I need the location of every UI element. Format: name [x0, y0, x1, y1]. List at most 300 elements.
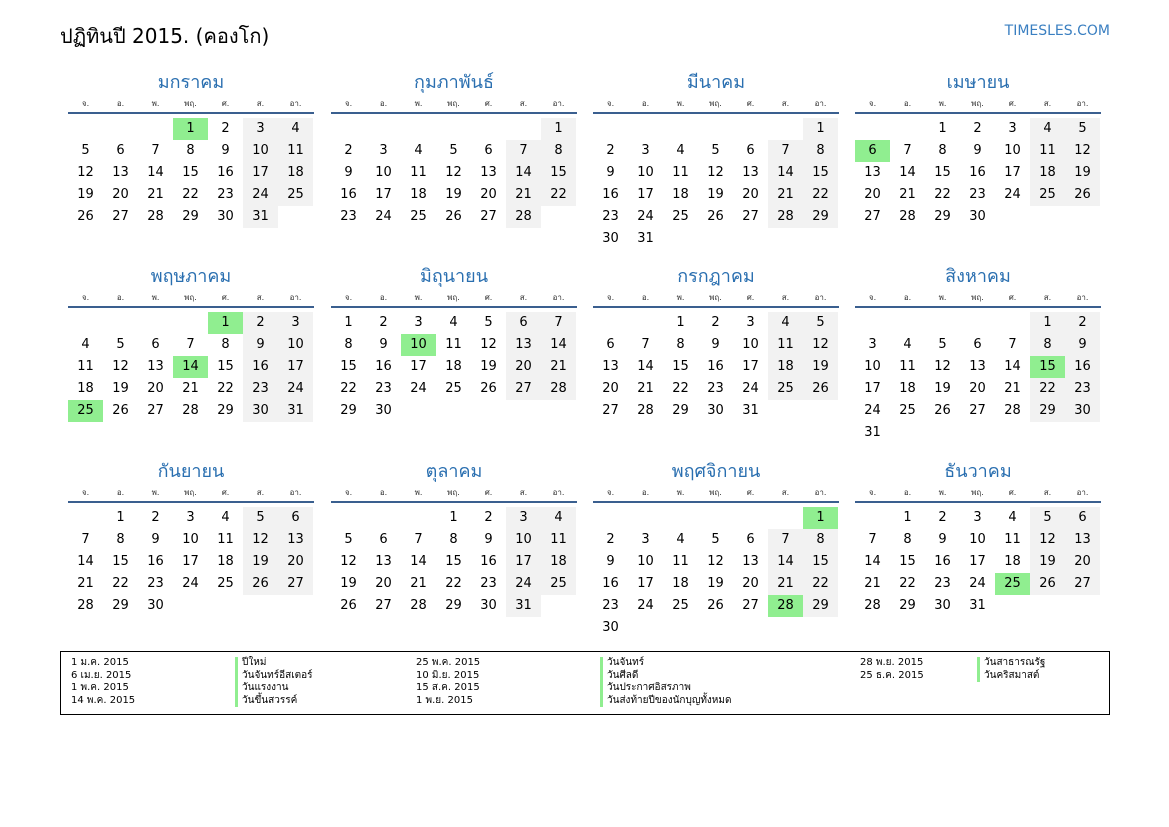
day-cell: 26	[803, 378, 838, 400]
weekday-header	[331, 96, 577, 114]
day-cell: 13	[112, 165, 129, 180]
day-cell: 11	[899, 359, 916, 374]
day-empty	[733, 118, 768, 140]
day-cell: 20	[375, 576, 392, 591]
day-cell: 27	[480, 209, 497, 224]
day-empty	[138, 118, 173, 140]
day-cell: 25	[410, 209, 427, 224]
day-empty	[401, 507, 436, 529]
day-cell: 29	[445, 598, 462, 613]
day-cell: 22	[803, 573, 838, 595]
day-cell: 24	[637, 598, 654, 613]
month-name: ตุลาคม	[425, 461, 483, 482]
page-title: ปฏิทินปี 2015. (คองโก)	[60, 24, 270, 48]
day-cell: 21	[864, 576, 881, 591]
day-cell: 13	[375, 554, 392, 569]
weekday-label: พฤ.	[184, 99, 197, 108]
day-cell: 20	[506, 356, 541, 378]
legend-holiday-name: วันสาธารณรัฐ	[977, 657, 1045, 670]
day-cell: 27	[112, 209, 129, 224]
day-cell: 12	[707, 554, 724, 569]
day-cell: 30	[602, 231, 619, 246]
day-cell: 13	[147, 359, 164, 374]
weekday-label: พ.	[938, 488, 947, 497]
day-cell: 17	[410, 359, 427, 374]
day-cell: 12	[112, 359, 129, 374]
day-cell: 4	[278, 118, 313, 140]
day-cell: 5	[711, 532, 720, 547]
day-cell: 29	[672, 403, 689, 418]
weekday-label: อ.	[116, 293, 125, 302]
day-cell: 1	[938, 121, 947, 136]
weekday-label: พ.	[676, 488, 685, 497]
day-cell: 26	[707, 598, 724, 613]
day-cell: 14	[77, 554, 94, 569]
legend-holiday-name: วันคริสมาสต์	[977, 670, 1045, 683]
day-grid	[593, 312, 839, 422]
day-cell: 3	[243, 118, 278, 140]
weekday-label: อา.	[552, 99, 565, 108]
day-cell: 14	[864, 554, 881, 569]
day-cell: 9	[484, 532, 493, 547]
weekday-header	[331, 290, 577, 308]
month-block	[68, 459, 314, 617]
weekday-label: จ.	[81, 488, 90, 497]
day-cell: 13	[864, 165, 881, 180]
day-cell: 17	[506, 551, 541, 573]
month-block	[68, 264, 314, 422]
day-cell: 29	[803, 206, 838, 228]
day-cell: 14	[1004, 359, 1021, 374]
day-cell: 5	[484, 315, 493, 330]
day-cell: 17	[278, 356, 313, 378]
weekday-label: อ.	[379, 488, 388, 497]
day-cell: 1	[903, 510, 912, 525]
weekday-label: ศ.	[1008, 99, 1017, 108]
day-cell: 9	[1065, 334, 1100, 356]
day-cell: 18	[278, 162, 313, 184]
day-cell: 24	[506, 573, 541, 595]
day-cell: 8	[186, 143, 195, 158]
day-cell: 3	[1008, 121, 1017, 136]
day-empty	[995, 312, 1030, 334]
weekday-label: อ.	[641, 488, 650, 497]
weekday-label: พ.	[414, 488, 423, 497]
day-cell: 27	[864, 209, 881, 224]
day-cell: 5	[803, 312, 838, 334]
day-cell: 19	[707, 576, 724, 591]
weekday-label: ส.	[1043, 488, 1052, 497]
day-cell: 26	[77, 209, 94, 224]
day-cell: 6	[1065, 507, 1100, 529]
day-cell: 6	[278, 507, 313, 529]
day-cell: 5	[81, 143, 90, 158]
day-cell: 5	[938, 337, 947, 352]
day-cell: 8	[221, 337, 230, 352]
day-cell: 30	[602, 620, 619, 635]
day-cell: 23	[602, 209, 619, 224]
day-cell: 25	[217, 576, 234, 591]
weekday-label: ศ.	[484, 488, 493, 497]
legend-date: 15 ส.ค. 2015	[416, 682, 480, 693]
day-cell: 26	[934, 403, 951, 418]
weekday-label: อ.	[641, 99, 650, 108]
day-cell: 29	[182, 209, 199, 224]
day-cell: 4	[221, 510, 230, 525]
day-cell: 15	[541, 162, 576, 184]
day-empty	[628, 312, 663, 334]
day-empty	[628, 118, 663, 140]
day-cell: 8	[938, 143, 947, 158]
day-cell: 9	[221, 143, 230, 158]
day-cell: 23	[969, 187, 986, 202]
weekday-label: อ.	[116, 488, 125, 497]
day-cell: 17	[637, 576, 654, 591]
day-cell: 30	[243, 400, 278, 422]
day-cell: 23	[217, 187, 234, 202]
month-name: สิงหาคม	[945, 266, 1011, 287]
weekday-label: ส.	[256, 293, 265, 302]
day-cell: 31	[637, 231, 654, 246]
day-cell: 22	[112, 576, 129, 591]
day-cell: 8	[676, 337, 685, 352]
month-block	[593, 264, 839, 422]
day-cell: 10	[742, 337, 759, 352]
day-cell: 2	[1065, 312, 1100, 334]
day-cell: 25	[672, 209, 689, 224]
day-empty	[628, 507, 663, 529]
weekday-label: พ.	[151, 488, 160, 497]
weekday-label: ศ.	[221, 293, 230, 302]
day-cell: 4	[676, 532, 685, 547]
legend-date: 1 พ.ค. 2015	[71, 682, 129, 693]
day-cell: 30	[1065, 400, 1100, 422]
weekday-header	[855, 290, 1101, 308]
day-cell: 16	[480, 554, 497, 569]
day-cell: 12	[77, 165, 94, 180]
day-cell: 29	[803, 595, 838, 617]
day-cell: 12	[243, 529, 278, 551]
day-cell: 16	[602, 576, 619, 591]
day-cell: 28	[637, 403, 654, 418]
day-cell: 27	[602, 403, 619, 418]
weekday-label: พ.	[676, 293, 685, 302]
day-cell: 12	[445, 165, 462, 180]
day-cell: 19	[77, 187, 94, 202]
day-cell: 21	[1004, 381, 1021, 396]
day-cell: 14	[899, 165, 916, 180]
day-cell: 1	[803, 118, 838, 140]
month-name: กรกฎาคม	[677, 266, 755, 287]
day-cell: 17	[864, 381, 881, 396]
month-block	[331, 459, 577, 617]
day-cell: 7	[903, 143, 912, 158]
day-cell: 4	[676, 143, 685, 158]
day-empty	[593, 118, 628, 140]
day-empty	[436, 118, 471, 140]
day-cell: 20	[112, 187, 129, 202]
day-cell: 8	[903, 532, 912, 547]
weekday-label: ส.	[519, 488, 528, 497]
day-cell: 26	[707, 209, 724, 224]
day-grid	[68, 507, 314, 617]
holiday-day-cell: 15	[1030, 356, 1065, 378]
day-cell: 21	[768, 573, 803, 595]
day-cell: 6	[973, 337, 982, 352]
weekday-header	[593, 485, 839, 503]
day-grid	[593, 507, 839, 639]
day-cell: 26	[1030, 573, 1065, 595]
day-cell: 16	[707, 359, 724, 374]
day-cell: 10	[243, 140, 278, 162]
day-cell: 5	[1030, 507, 1065, 529]
day-cell: 3	[641, 532, 650, 547]
day-cell: 11	[445, 337, 462, 352]
day-cell: 20	[278, 551, 313, 573]
day-cell: 19	[480, 359, 497, 374]
day-cell: 12	[480, 337, 497, 352]
day-cell: 20	[742, 187, 759, 202]
day-empty	[68, 118, 103, 140]
day-cell: 3	[973, 510, 982, 525]
weekday-label: พ.	[151, 99, 160, 108]
day-empty	[960, 312, 995, 334]
day-cell: 15	[217, 359, 234, 374]
day-cell: 20	[864, 187, 881, 202]
day-cell: 22	[803, 184, 838, 206]
day-cell: 16	[147, 554, 164, 569]
holiday-day-cell: 25	[68, 400, 103, 422]
day-cell: 13	[480, 165, 497, 180]
day-cell: 26	[480, 381, 497, 396]
day-cell: 20	[602, 381, 619, 396]
day-cell: 7	[868, 532, 877, 547]
day-cell: 24	[182, 576, 199, 591]
day-cell: 25	[541, 573, 576, 595]
day-cell: 17	[1004, 165, 1021, 180]
day-cell: 6	[746, 143, 755, 158]
weekday-header	[68, 96, 314, 114]
day-cell: 18	[672, 187, 689, 202]
day-cell: 20	[480, 187, 497, 202]
day-cell: 8	[803, 140, 838, 162]
day-grid	[331, 118, 577, 228]
day-cell: 18	[899, 381, 916, 396]
day-cell: 12	[707, 165, 724, 180]
day-cell: 24	[969, 576, 986, 591]
day-cell: 24	[375, 209, 392, 224]
day-cell: 18	[672, 576, 689, 591]
day-cell: 19	[112, 381, 129, 396]
day-cell: 17	[375, 187, 392, 202]
day-cell: 17	[243, 162, 278, 184]
day-cell: 9	[938, 532, 947, 547]
weekday-label: พฤ.	[447, 99, 460, 108]
day-cell: 28	[864, 598, 881, 613]
day-cell: 19	[445, 187, 462, 202]
month-name: พฤศจิกายน	[671, 461, 761, 482]
day-cell: 10	[969, 532, 986, 547]
legend-holiday-name: ปีใหม่	[235, 657, 313, 670]
day-cell: 31	[278, 400, 313, 422]
holiday-day-cell: 28	[768, 595, 803, 617]
day-cell: 5	[1065, 118, 1100, 140]
day-cell: 20	[742, 576, 759, 591]
weekday-label: พ.	[414, 99, 423, 108]
day-cell: 15	[934, 165, 951, 180]
day-cell: 23	[707, 381, 724, 396]
day-cell: 22	[445, 576, 462, 591]
day-cell: 29	[934, 209, 951, 224]
weekday-header	[855, 485, 1101, 503]
day-cell: 7	[81, 532, 90, 547]
day-cell: 28	[77, 598, 94, 613]
day-cell: 11	[672, 165, 689, 180]
day-cell: 1	[676, 315, 685, 330]
day-cell: 3	[746, 315, 755, 330]
weekday-label: ศ.	[1008, 293, 1017, 302]
day-cell: 2	[484, 510, 493, 525]
legend-date-column	[860, 657, 924, 682]
holiday-day-cell: 1	[173, 118, 208, 140]
weekday-label: ส.	[256, 488, 265, 497]
weekday-label: พฤ.	[447, 488, 460, 497]
day-cell: 23	[934, 576, 951, 591]
day-cell: 11	[541, 529, 576, 551]
day-cell: 16	[602, 187, 619, 202]
day-cell: 9	[243, 334, 278, 356]
day-cell: 9	[711, 337, 720, 352]
day-cell: 29	[340, 403, 357, 418]
day-cell: 15	[182, 165, 199, 180]
weekday-header	[68, 290, 314, 308]
legend-holiday-name: วันขึ้นสวรรค์	[235, 695, 313, 708]
day-cell: 13	[602, 359, 619, 374]
day-cell: 18	[445, 359, 462, 374]
day-cell: 13	[278, 529, 313, 551]
day-cell: 6	[379, 532, 388, 547]
weekday-label: จ.	[606, 488, 615, 497]
weekday-label: พฤ.	[184, 293, 197, 302]
weekday-label: อ.	[903, 99, 912, 108]
day-cell: 23	[340, 209, 357, 224]
day-cell: 16	[969, 165, 986, 180]
day-cell: 28	[768, 206, 803, 228]
site-link[interactable]: TIMESLES.COM	[1004, 23, 1110, 39]
day-cell: 31	[969, 598, 986, 613]
day-cell: 11	[768, 334, 803, 356]
day-cell: 25	[1030, 184, 1065, 206]
holiday-day-cell: 1	[803, 507, 838, 529]
day-cell: 10	[375, 165, 392, 180]
weekday-label: ส.	[781, 293, 790, 302]
day-cell: 30	[934, 598, 951, 613]
day-cell: 24	[864, 403, 881, 418]
day-cell: 2	[243, 312, 278, 334]
day-cell: 21	[541, 356, 576, 378]
day-cell: 10	[506, 529, 541, 551]
day-cell: 27	[147, 403, 164, 418]
day-cell: 1	[344, 315, 353, 330]
day-cell: 20	[1065, 551, 1100, 573]
day-cell: 3	[278, 312, 313, 334]
month-name: ธันวาคม	[944, 461, 1012, 482]
day-empty	[663, 507, 698, 529]
holiday-day-cell: 1	[208, 312, 243, 334]
day-cell: 3	[641, 143, 650, 158]
weekday-label: อา.	[552, 488, 565, 497]
day-cell: 1	[541, 118, 576, 140]
day-cell: 5	[344, 532, 353, 547]
weekday-label: อา.	[814, 293, 827, 302]
weekday-label: ส.	[1043, 99, 1052, 108]
legend-name-column	[600, 657, 732, 707]
weekday-label: พ.	[676, 99, 685, 108]
day-cell: 8	[1030, 334, 1065, 356]
weekday-label: พ.	[414, 293, 423, 302]
weekday-label: จ.	[81, 293, 90, 302]
day-cell: 27	[506, 378, 541, 400]
day-cell: 19	[340, 576, 357, 591]
day-cell: 12	[934, 359, 951, 374]
day-cell: 4	[768, 312, 803, 334]
weekday-label: พฤ.	[184, 488, 197, 497]
day-grid	[855, 507, 1101, 617]
day-cell: 19	[707, 187, 724, 202]
day-cell: 15	[445, 554, 462, 569]
day-cell: 29	[899, 598, 916, 613]
day-cell: 26	[112, 403, 129, 418]
day-cell: 26	[1065, 184, 1100, 206]
day-cell: 4	[903, 337, 912, 352]
legend-date: 14 พ.ค. 2015	[71, 694, 136, 706]
month-name: กุมภาพันธ์	[414, 72, 494, 93]
day-cell: 27	[969, 403, 986, 418]
weekday-label: จ.	[606, 293, 615, 302]
day-cell: 7	[414, 532, 423, 547]
day-cell: 24	[742, 381, 759, 396]
day-cell: 17	[742, 359, 759, 374]
day-cell: 25	[672, 598, 689, 613]
weekday-label: อา.	[814, 99, 827, 108]
day-cell: 1	[449, 510, 458, 525]
day-empty	[331, 507, 366, 529]
day-cell: 5	[711, 143, 720, 158]
day-empty	[733, 507, 768, 529]
day-cell: 12	[803, 334, 838, 356]
legend-date: 28 พ.ย. 2015	[860, 657, 924, 668]
day-cell: 28	[182, 403, 199, 418]
day-cell: 4	[81, 337, 90, 352]
day-cell: 20	[969, 381, 986, 396]
day-cell: 30	[707, 403, 724, 418]
day-cell: 30	[969, 209, 986, 224]
weekday-label: พฤ.	[971, 99, 984, 108]
weekday-label: ศ.	[484, 293, 493, 302]
day-cell: 13	[1065, 529, 1100, 551]
day-cell: 16	[217, 165, 234, 180]
legend-date: 10 มิ.ย. 2015	[416, 669, 480, 681]
holiday-day-cell: 14	[173, 356, 208, 378]
day-cell: 14	[768, 551, 803, 573]
month-block	[593, 459, 839, 639]
month-block	[855, 264, 1101, 444]
day-empty	[401, 118, 436, 140]
day-cell: 27	[375, 598, 392, 613]
day-empty	[366, 118, 401, 140]
day-cell: 26	[445, 209, 462, 224]
weekday-label: จ.	[606, 99, 615, 108]
